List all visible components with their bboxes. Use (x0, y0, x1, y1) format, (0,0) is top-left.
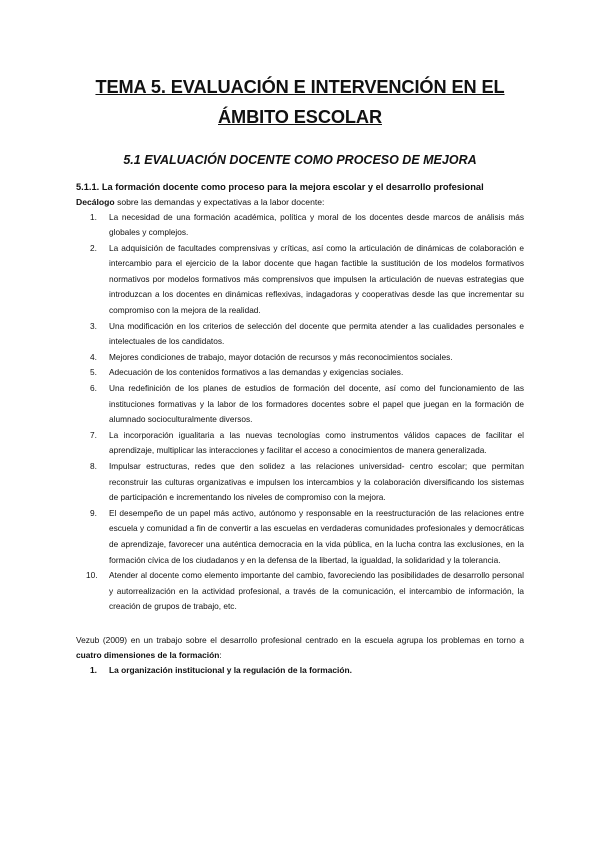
list-item-text: Una redefinición de los planes de estudios de formación del docente, así como del funcionamiento de las instituciones formativas y la labor de los formadores docentes sobre el papel que juegan en la formación de alumnado socioculturalmente diversos. (109, 383, 524, 425)
vezub-bold-term: cuatro dimensiones de la formación (76, 649, 220, 660)
vezub-text: Vezub (2009) en un trabajo sobre el desarrollo profesional centrado en la escuela agrupa los problemas en torno a (76, 634, 524, 645)
vezub-paragraph (76, 633, 524, 663)
list-item-number: 9. (90, 507, 97, 518)
list-item (76, 210, 524, 241)
list-item-text: La organización institucional y la regulación de la formación. (109, 664, 352, 675)
vezub-end: : (219, 649, 222, 660)
list-item-number: 6. (90, 383, 97, 394)
dimensions-list (76, 663, 524, 678)
list-item (76, 381, 524, 428)
page-title (76, 72, 524, 132)
intro-bold-term: Decálogo (76, 197, 115, 207)
list-item-text: Una modificación en los criterios de selección del docente que permita atender a las cualidades personales e intelectuales de los candidatos. (109, 320, 524, 347)
intro-text: sobre las demandas y expectativas a la labor docente: (114, 197, 325, 207)
list-item (76, 506, 524, 568)
list-item-text: La necesidad de una formación académica, política y moral de los docentes desde marcos de análisis más globales y complejos. (109, 211, 524, 238)
list-item-text: La adquisición de facultades comprensivas y críticas, así como la articulación de dinámicas de colaboración e intercambio para el ejercicio de la labor docente que hagan factible la sustitución de los modelos formativos normativos por modelos formativos más comprensivos que impulsen la articulación de nuevas estrategias que introduzcan a los docentes en dinámicas reflexivas, indagadoras y cooperativas desde las que incrementar su compromiso con la mejora de la realidad. (109, 242, 524, 316)
list-item (76, 568, 524, 615)
list-item-text: Mejores condiciones de trabajo, mayor dotación de recursos y más reconocimientos sociales. (109, 351, 453, 362)
list-item-number: 1. (90, 211, 97, 222)
subsection-heading: 5.1.1. La formación docente como proceso para la mejora escolar y el desarrollo profesional (76, 182, 484, 192)
list-item-number: 4. (90, 351, 97, 362)
title-line-1: TEMA 5. EVALUACIÓN E INTERVENCIÓN EN EL (95, 77, 505, 97)
list-item-number: 10. (86, 570, 98, 581)
list-item-number: 2. (90, 242, 97, 253)
list-item-text: Atender al docente como elemento importante del cambio, favoreciendo las posibilidades de desarrollo personal y autorrealización en la actividad profesional, a través de la comunicación, el intercambio de información, la creación de grupos de trabajo, etc. (109, 570, 524, 612)
decalogue-list (76, 210, 524, 615)
list-item (76, 350, 524, 366)
list-item (76, 365, 524, 381)
list-item-number: 7. (90, 429, 97, 440)
list-item-number: 5. (90, 367, 97, 378)
list-item-number: 3. (90, 320, 97, 331)
list-item (76, 663, 524, 678)
list-item-text: Impulsar estructuras, redes que den solidez a las relaciones universidad- centro escolar; que permitan reconstruir las culturas organizativas e impulsen los intercambios y la colaboración diversificando los sistemas de participación e incrementando los niveles de compromiso con la mejora. (109, 461, 524, 503)
list-item-number: 1. (90, 664, 97, 675)
title-line-2: ÁMBITO ESCOLAR (218, 107, 382, 127)
list-item-text: El desempeño de un papel más activo, autónomo y responsable en la reestructuración de las relaciones entre escuela y comunidad a fin de convertir a las escuelas en verdaderas comunidades profesionales y democráticas de aprendizaje, favorecer una auténtica democracia en la vida pública, en la lucha contra las exclusiones, en la formación cívica de los ciudadanos y en la defensa de la libertad, la igualdad, la solidaridad y la tolerancia. (109, 507, 524, 565)
list-item (76, 319, 524, 350)
list-item-text: La incorporación igualitaria a las nuevas tecnologías como instrumentos válidos capaces de facilitar el aprendizaje, multiplicar las interacciones y facilitar el acceso a conocimientos de manera generalizada. (109, 429, 524, 456)
list-item (76, 428, 524, 459)
decalogue-intro (76, 196, 524, 210)
list-item (76, 459, 524, 506)
list-item (76, 241, 524, 319)
list-item-number: 8. (90, 461, 97, 471)
list-item-text: Adecuación de los contenidos formativos a las demandas y exigencias sociales. (109, 367, 404, 378)
section-heading: 5.1 EVALUACIÓN DOCENTE COMO PROCESO DE MEJORA (123, 153, 477, 167)
